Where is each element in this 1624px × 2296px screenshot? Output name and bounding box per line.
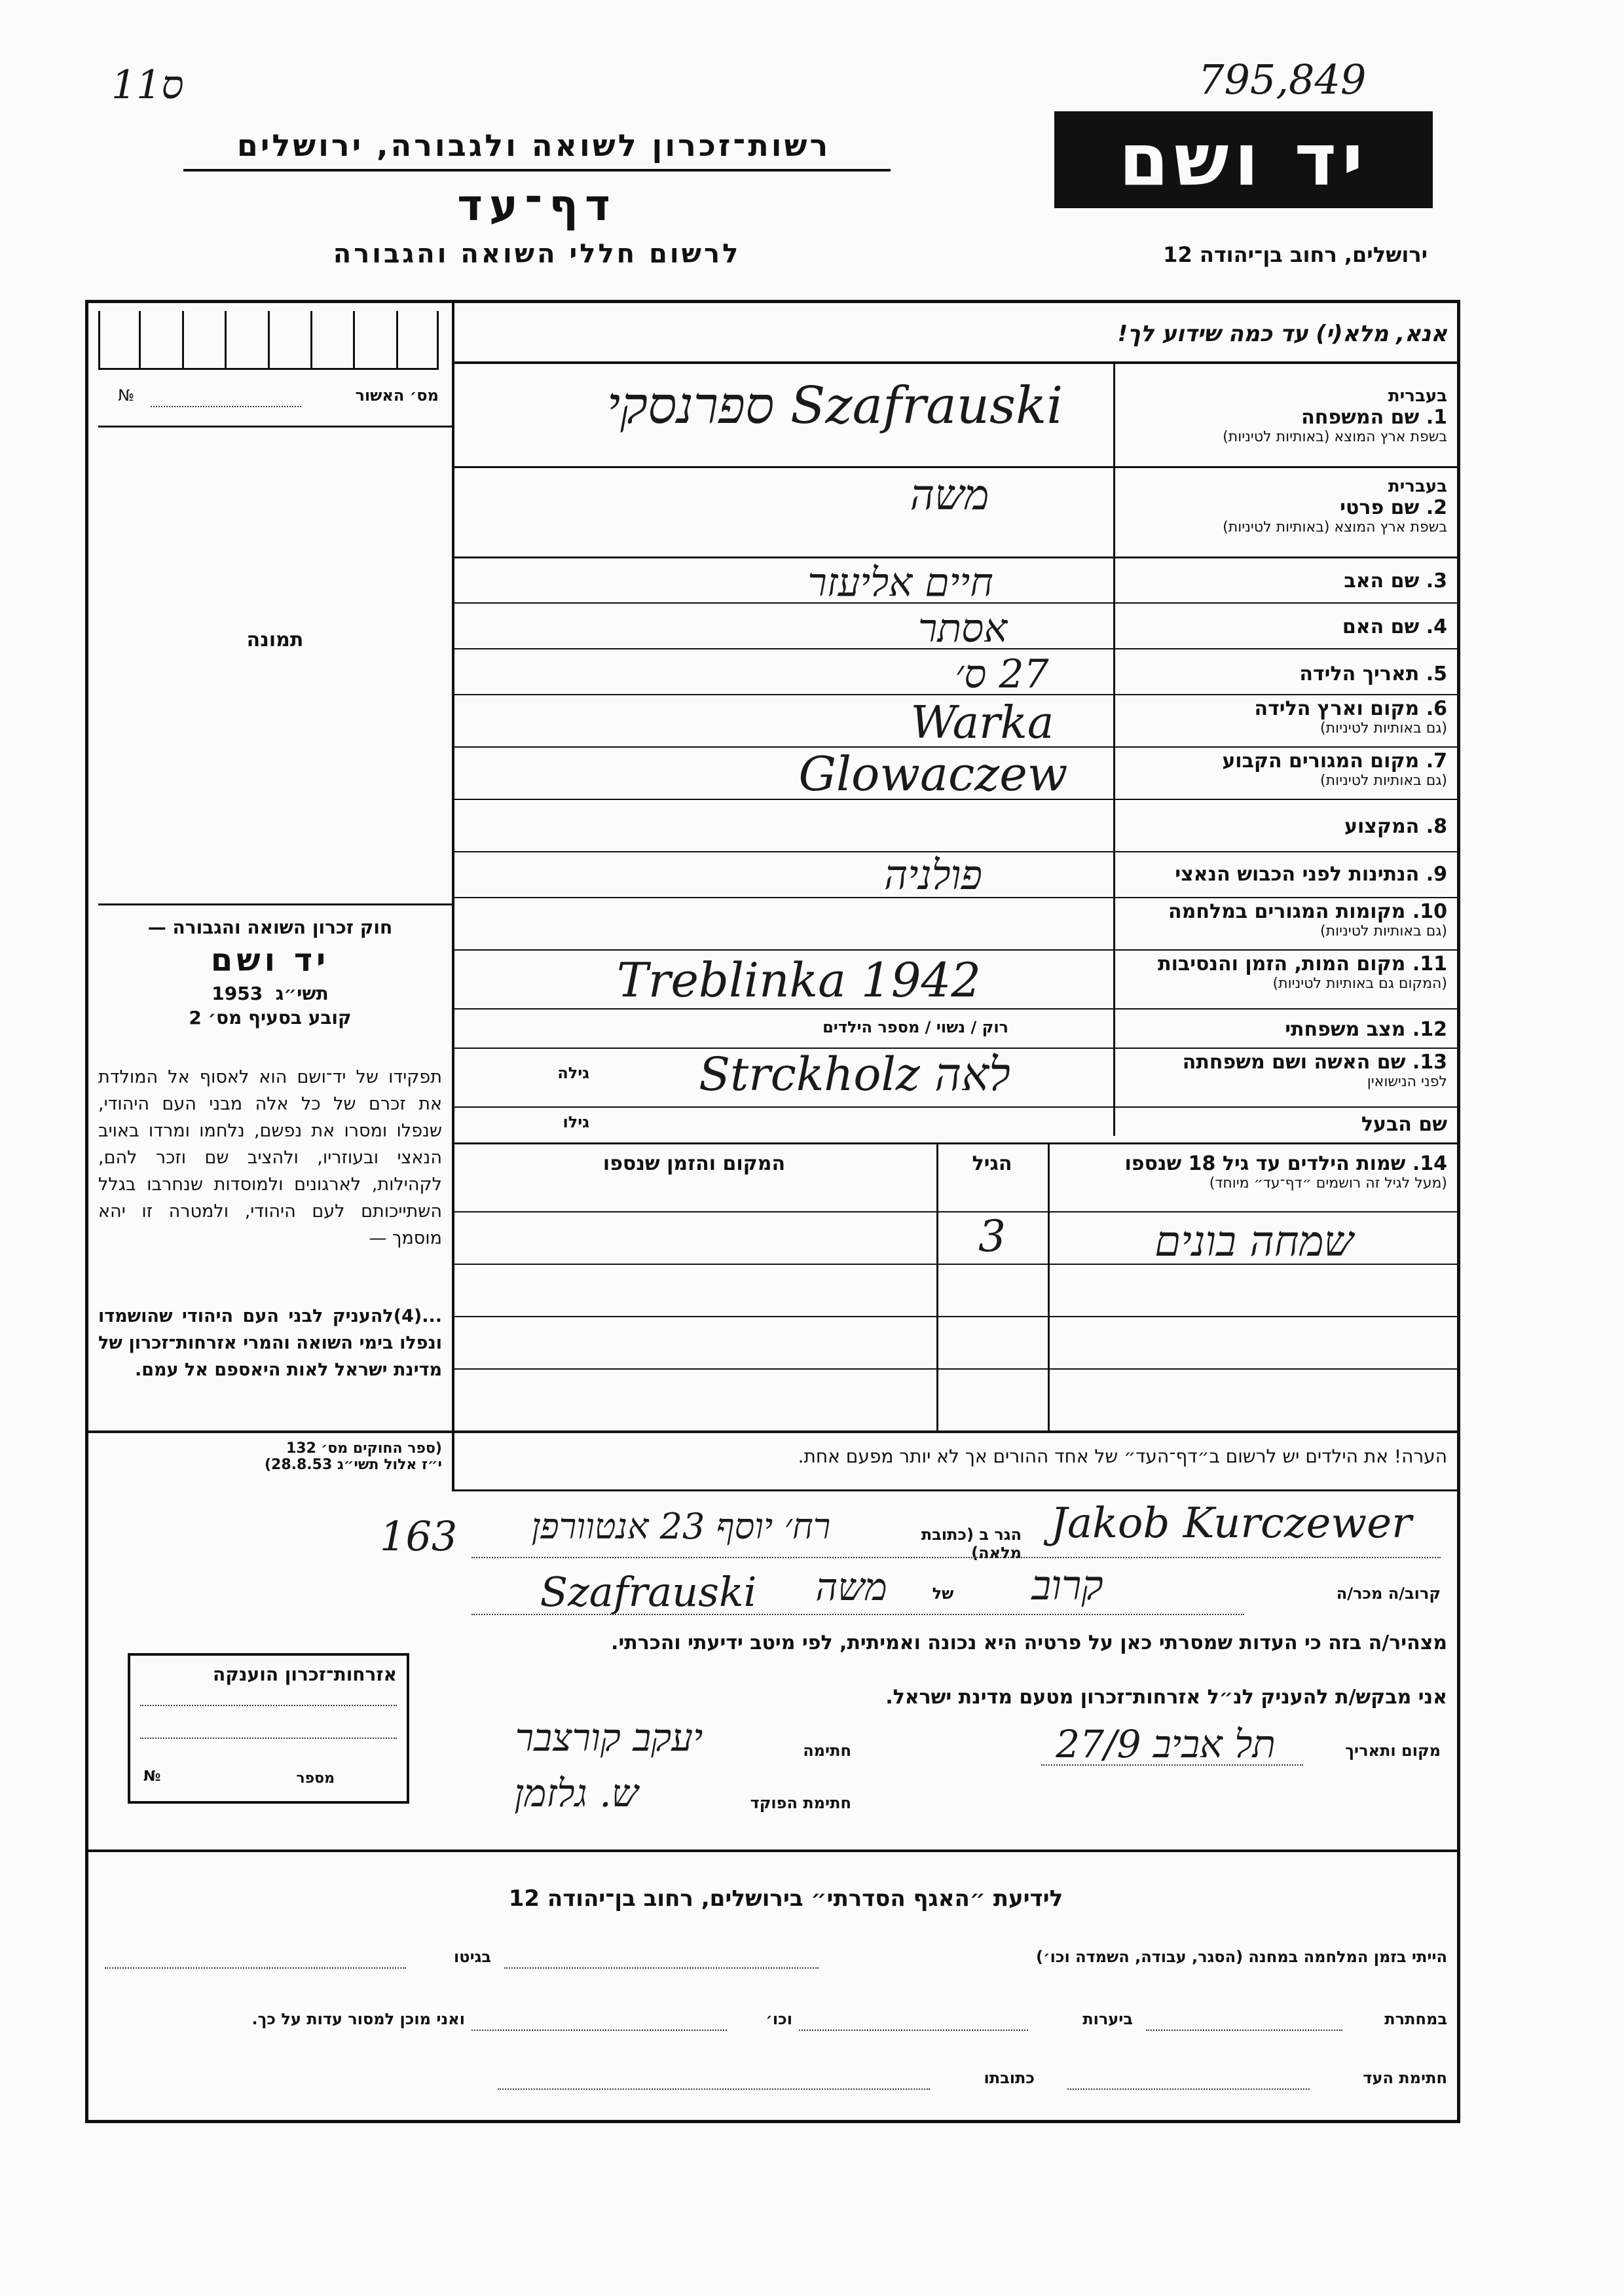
children-note: הערה! את הילדים יש לרשום ב״דף־העד״ של אחד ההורים אך לא יותר מפעם אחת. — [798, 1446, 1447, 1467]
footer-line2b: ביערות — [1082, 2010, 1133, 2028]
field-7-label: 7. מקום המגורים הקבוע (גם באותיות לטיניות) — [1222, 750, 1447, 789]
wife-age-label: גילה — [557, 1064, 589, 1082]
archive-number: 795,849 — [1198, 56, 1367, 103]
footer-line3a: חתימת העד — [1363, 2069, 1447, 2087]
citizenship-box — [128, 1653, 409, 1804]
approval-no-label: מס׳ האשור — [355, 386, 439, 405]
husband-age-label: גילו — [563, 1113, 589, 1131]
declarant-resides-label: הגר ב (כתובת מלאה) — [921, 1525, 1022, 1562]
footer-line2c: וכו׳ — [766, 2010, 792, 2028]
field-3-value[interactable]: חיים אליעזר — [807, 560, 993, 606]
law-year-heb: תשי״ג — [275, 983, 329, 1004]
field-13-value[interactable]: Strckholz לאה — [699, 1048, 1010, 1101]
declarant-name[interactable]: Jakob Kurczewer — [1050, 1499, 1412, 1548]
yad-vashem-logo: יד ושם — [1054, 111, 1433, 208]
field-sub: בשפת ארץ המוצא (באותיות לטיניות) — [1223, 519, 1447, 536]
place-date-value[interactable]: תל אביב 27/9 — [1056, 1722, 1276, 1766]
field-13-label: 13. שם האשה ושם משפחתה לפני הנישואין — [1182, 1051, 1447, 1090]
children-header: 14. שמות הילדים עד גיל 18 שנספו (מעל לגיל זה רושמים ״דף־עד״ מיוחד) — [1124, 1152, 1447, 1192]
law-name: יד ושם — [210, 942, 330, 979]
footer-line3b: כתובתו — [984, 2069, 1035, 2087]
field-num: 1. — [1426, 406, 1447, 429]
field-1-value[interactable]: ספרנסקי Szafrauski — [606, 376, 1063, 435]
field-8-label: 8. המקצוע — [1344, 815, 1447, 838]
law-source: (ספר החוקים מס׳ 132 י״ז אלול תשי״ג 28.8.53) — [264, 1440, 442, 1473]
footer-title: לידיעת ״האגף הסדרתי״ בירושלים, רחוב בן־יהודה 12 — [508, 1886, 1063, 1912]
footer-line2a: במחתרת — [1384, 2010, 1447, 2028]
field-4-value[interactable]: אסתר — [917, 606, 1008, 651]
photo-label: תמונה — [246, 629, 304, 651]
of-label: של — [932, 1584, 954, 1603]
field-5-label: 5. תאריך הלידה — [1299, 663, 1447, 685]
request-text: אני מבקש/ת להעניק לנ״ל אזרחות־זכרון מטעם מדינת ישראל. — [885, 1686, 1447, 1709]
field-2-value[interactable]: משה — [910, 471, 989, 520]
footer-line2d: ואני מוכן למסור עדות על כך. — [251, 2010, 465, 2028]
citizenship-no-suffix: № — [143, 1768, 161, 1785]
in-hebrew-label: בעברית — [1388, 386, 1447, 406]
officer-value[interactable]: ש. גלזמן — [514, 1771, 638, 1815]
relation-value[interactable]: קרוב — [1031, 1561, 1103, 1609]
field-6-value[interactable]: Warka — [910, 697, 1054, 749]
field-9-value[interactable]: פולניה — [883, 851, 983, 899]
field-num: 2. — [1426, 496, 1447, 519]
signature-label: חתימה — [803, 1741, 851, 1760]
children-place-header: המקום והזמן שנספו — [602, 1152, 786, 1175]
org-underline — [183, 169, 891, 172]
law-year: 1953 — [212, 983, 263, 1004]
field-6-label: 6. מקום וארץ הלידה (גם באותיות לטיניות) — [1254, 697, 1447, 737]
citizenship-no-label: מספר — [296, 1770, 335, 1787]
of-latin-value[interactable]: Szafrauski — [540, 1568, 757, 1616]
footer-line1b: בגיטו — [454, 1948, 491, 1966]
margin-number: 163 — [380, 1512, 458, 1560]
declare-text: מצהיר/ה בזה כי העדות שמסרתי כאן על פרטיה היא נכונה ואמיתית, לפי מיטב ידיעתי והכרתי. — [611, 1631, 1447, 1654]
law-text: תפקידו של יד־ושם הוא לאסוף אל המולדת את זכרם של כל אלה מבני העם היהודי, שנפלו ומסרו את נפשם, נלחמו ומרדו באויב הנאצי ובעוזריו, ולהציב שם וזכר להם, לקהילות, לארגונים ולמוסדות שנחרבו בגלל השתייכותם לעם היהודי, ולמטרה זו יהא מוסמך — — [98, 1067, 442, 1248]
place-date-label: מקום ותאריך — [1345, 1741, 1441, 1760]
footer-line1a: הייתי בזמן המלחמה במחנה (הסגר, עבודה, השמדה וכו׳) — [1036, 1948, 1447, 1966]
sidebar-divider — [452, 300, 454, 1449]
field-sub: בשפת ארץ המוצא (באותיות לטיניות) — [1223, 429, 1447, 445]
doc-title: דף־עד — [457, 180, 617, 230]
children-age-header: הגיל — [972, 1152, 1012, 1175]
field-9-label: 9. הנתינות לפני הכבוש הנאצי — [1175, 863, 1447, 886]
field-7-value[interactable]: Glowaczew — [798, 746, 1068, 801]
field-label: שם המשפחה — [1301, 406, 1420, 429]
husband-label: שם הבעל — [1361, 1113, 1447, 1136]
field-3-label: 3. שם האב — [1344, 570, 1447, 592]
approval-no-suffix: № — [118, 386, 134, 405]
instruction: אנא, מלא(י) עד כמה שידוע לך! — [1117, 321, 1447, 347]
field-4-label: 4. שם האם — [1342, 615, 1447, 638]
of-value[interactable]: משה — [815, 1565, 887, 1609]
field-11-value[interactable]: Treblinka 1942 — [616, 953, 982, 1008]
labels-divider — [1113, 363, 1115, 1136]
law-block — [98, 917, 442, 1029]
field-1-label — [1120, 386, 1447, 445]
address: ירושלים, רחוב בן־יהודה 12 — [1163, 242, 1428, 267]
corner-mark: ס11 — [111, 62, 184, 108]
relative-label: קרוב/ה מכר/ה — [1336, 1584, 1441, 1603]
field-12-label: 12. מצב משפחתי — [1285, 1018, 1447, 1041]
field-label: שם פרטי — [1340, 496, 1420, 519]
law-title: חוק זכרון השואה והגבורה — — [147, 917, 393, 938]
marital-options: רוק / נשוי / מספר הילדים — [822, 1018, 1008, 1036]
field-2-label — [1120, 477, 1447, 536]
law-clause: קובע בסעיף מס׳ 2 — [189, 1007, 352, 1029]
declarant-address-value[interactable]: רח׳ יוסף 23 אנטוורפן — [531, 1506, 831, 1547]
law-text-2: ...(4)להעניק לבני העם היהודי שהושמדו ונפלו בימי השואה והמרי אזרחות־זכרון של מדינת ישראל לאות היאספם אל עמם. — [98, 1306, 442, 1380]
field-10-label: 10. מקומות המגורים במלחמה (גם באותיות לטיניות) — [1168, 900, 1447, 939]
field-11-label: 11. מקום המות, הזמן והנסיבות (המקום גם באותיות לטיניות) — [1158, 953, 1447, 992]
doc-subtitle: לרשום חללי השואה והגבורה — [333, 239, 741, 269]
field-5-value[interactable]: 27 ס׳ — [955, 651, 1049, 697]
child-1-age[interactable]: 3 — [978, 1211, 1006, 1262]
org-name: רשות־זכרון לשואה ולגבורה, ירושלים — [236, 128, 831, 163]
signature-value[interactable]: יעקב קורצבר — [515, 1715, 703, 1760]
citizenship-box-title: אזרחות־זכרון הוענקה — [213, 1664, 397, 1685]
in-hebrew-label: בעברית — [1388, 477, 1447, 496]
officer-label: חתימת הפוקד — [750, 1794, 851, 1812]
approval-boxes — [98, 311, 439, 370]
child-1-name[interactable]: שמחה בונים — [1154, 1218, 1354, 1266]
